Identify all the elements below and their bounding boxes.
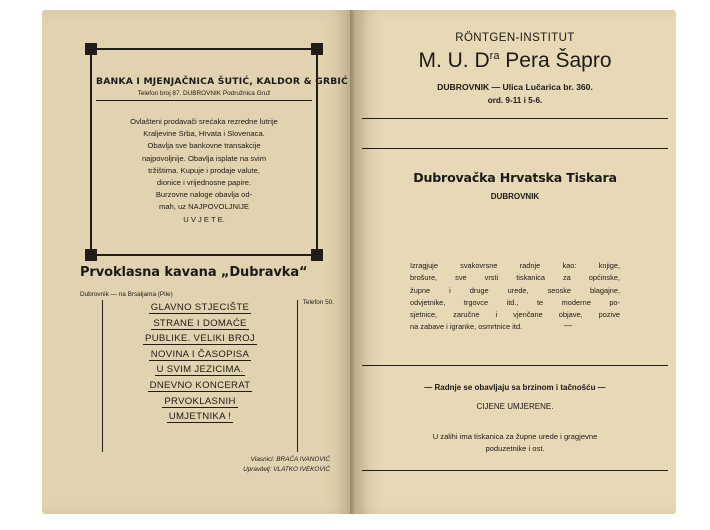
bank-body-line: najpovoljnije. Obavlja isplate na svim bbox=[141, 153, 267, 163]
box-corner bbox=[85, 43, 97, 55]
kavana-manager: Upravitelj: VLATKO IVEKOVIĆ bbox=[243, 466, 330, 473]
section-divider bbox=[362, 118, 668, 119]
rontgen-address: DUBROVNIK — Ulica Lučarica br. 360. bbox=[437, 82, 593, 92]
rontgen-hours: ord. 9-11 i 5-6. bbox=[487, 96, 543, 105]
bank-body-line: Ovlašteni prodavači srećaka rezredne lutrije bbox=[130, 117, 278, 126]
rontgen-name: M. U. $D^{ra}$ Pera Šapro bbox=[418, 49, 612, 72]
tiskara-body-line: brošure, sve vrsti tiskanica za općinske, bbox=[410, 273, 620, 283]
box-corner bbox=[311, 249, 323, 261]
bank-body-line: mah, uz NAJPOVOLJNIJE bbox=[159, 202, 249, 212]
tiskara-body bbox=[410, 260, 620, 334]
bank-body-line: tržištima. Kupuje i prodaje valute, bbox=[148, 165, 260, 175]
kavana-feature-list bbox=[102, 300, 298, 452]
bank-body-line: Burzovne naloge obavlja od- bbox=[155, 190, 253, 200]
kavana-feature-item: UMJETNIKA ! bbox=[168, 411, 232, 423]
tiskara-prices: CIJENE UMJERENE. bbox=[476, 402, 554, 411]
right-page bbox=[354, 10, 676, 514]
tiskara-stock-line: poduzetnike i ost. bbox=[485, 444, 545, 453]
kavana-feature-item: PUBLIKE. VELIKI BROJ bbox=[145, 333, 255, 345]
kavana-owner: Vlasnici: BRAĆA IVANOVIĆ bbox=[250, 456, 330, 463]
bank-divider bbox=[96, 100, 312, 101]
bank-body-line: Kraljevine Srba, Hrvata i Slovenaca. bbox=[143, 129, 265, 139]
bank-body-line: U V J E T E. bbox=[183, 214, 225, 224]
kavana-feature-item: STRANE I DOMAĆE bbox=[153, 317, 247, 329]
bank-body-line: Obavlja sve bankovne transakcije bbox=[147, 141, 261, 151]
bank-advert-box bbox=[90, 48, 348, 256]
tiskara-body-line: župne i druge urede, seoske blagajne, bbox=[410, 285, 620, 295]
bank-body bbox=[102, 116, 306, 226]
kavana-feature-item: PRVOKLASNIH bbox=[164, 395, 236, 407]
section-divider bbox=[362, 365, 668, 366]
kavana-title: Prvoklasna kavana „Dubravka“ bbox=[80, 265, 308, 280]
box-corner bbox=[311, 43, 323, 55]
tiskara-body-line: sjetnice, zaručne i vjenčane objave, pozive bbox=[410, 310, 620, 320]
kavana-feature-item: GLAVNO STJECIŠTE bbox=[150, 302, 250, 313]
tiskara-title: Dubrovačka Hrvatska Tiskara bbox=[413, 170, 617, 185]
kavana-subtitle: Dubrovnik — na Brsaljama (Pile) bbox=[80, 291, 173, 298]
kavana-feature-item: DNEVNO KONCERAT bbox=[149, 379, 251, 391]
kavana-feature-item: NOVINA I ČASOPISA bbox=[150, 348, 250, 360]
rontgen-heading: RÖNTGEN-INSTITUT bbox=[455, 32, 575, 44]
tiskara-body-line: odvjetnike, trgovce itd., te moderne po- bbox=[410, 297, 620, 307]
left-page bbox=[42, 10, 354, 514]
box-corner bbox=[85, 249, 97, 261]
kavana-phone: Telefon 50. bbox=[302, 299, 334, 306]
bank-body-line: dionice i vrijednosne papire. bbox=[156, 178, 252, 188]
tiskara-city: DUBROVNIK bbox=[490, 192, 540, 201]
bank-title: BANKA I MJENJAČNICA ŠUTIĆ, KALDOR & GRBIĆ bbox=[96, 76, 348, 87]
tiskara-stock-line: U zalihi ima tiskanica za župne urede i gragjevne bbox=[432, 432, 598, 441]
tiskara-body-line: Izragjuje svakovrsne radnje kao: knjige, bbox=[410, 261, 620, 270]
section-divider bbox=[362, 470, 668, 471]
tiskara-motto: — Radnje se obavljaju sa brzinom i tačnošću — bbox=[424, 383, 606, 392]
section-divider bbox=[362, 148, 668, 149]
bank-phone: Telefon broj 87. DUBROVNIK Podružnica Gruž bbox=[137, 90, 271, 97]
tiskara-body-line: na zabave i igranke, osmrtnice itd. bbox=[410, 322, 523, 332]
tiskara-dash: — bbox=[564, 321, 572, 330]
kavana-feature-item: U SVIM JEZICIMA. bbox=[156, 364, 244, 376]
